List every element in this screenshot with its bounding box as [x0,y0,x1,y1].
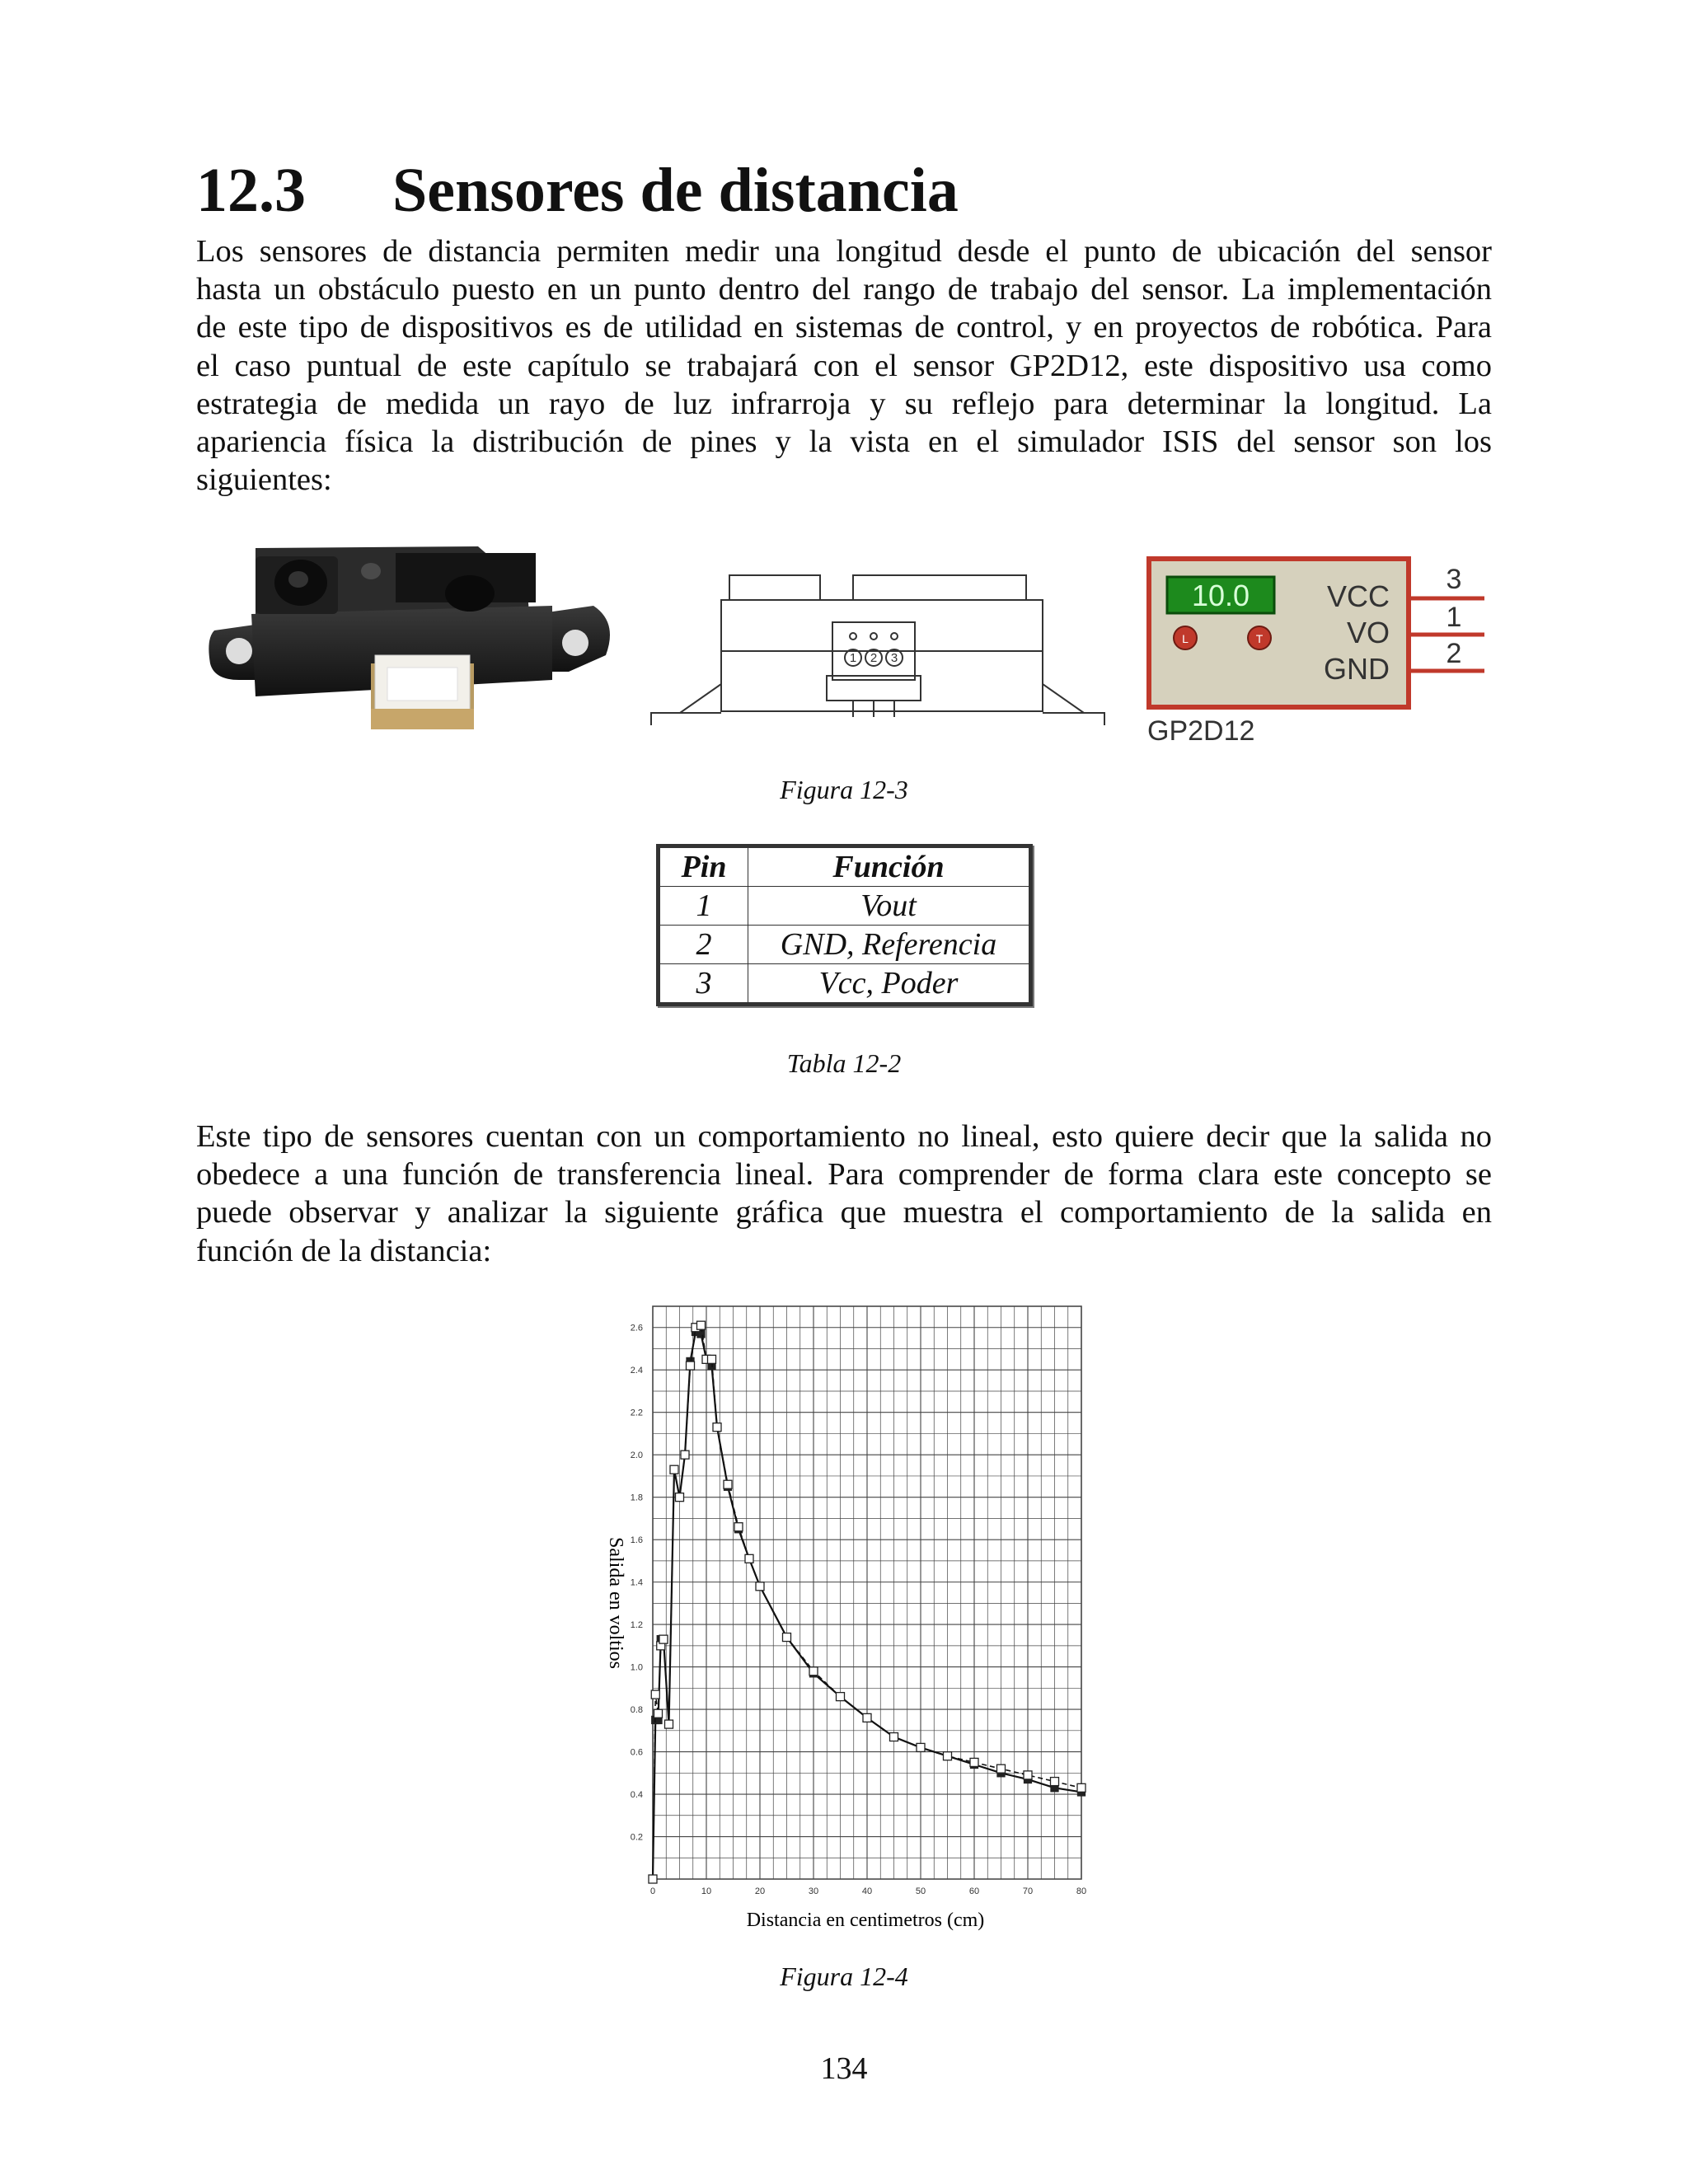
section-title: Sensores de distancia [392,156,959,225]
section-heading [196,153,959,227]
data-point [649,1875,657,1883]
x-tick-label: 70 [1022,1886,1034,1896]
data-point [697,1321,706,1329]
chart-x-axis-label: Distancia en centimetros (cm) [746,1910,985,1931]
data-point [970,1758,978,1766]
data-point [654,1709,663,1718]
pin-function-table [656,844,1033,1006]
isis-pin-number-1: 1 [1446,602,1462,633]
y-tick-label: 1.8 [630,1493,643,1503]
voltage-distance-chart [593,1298,1104,1933]
x-tick-label: 20 [754,1886,766,1896]
y-tick-label: 1.4 [630,1577,643,1588]
table-cell-pin: 3 [660,964,748,1003]
table-row [660,964,1029,1003]
y-tick-label: 0.6 [630,1747,643,1758]
data-point [1051,1778,1059,1786]
table-header-function: Función [748,848,1029,887]
isis-pin-label-vcc: VCC [1326,579,1390,613]
data-point [997,1765,1006,1773]
table-header-row [660,848,1029,887]
paragraph-intro [196,232,1492,499]
text-line: función de la distancia: [196,1233,492,1268]
data-point [713,1423,721,1432]
outline-pin-2: 2 [870,651,878,665]
x-tick-label: 80 [1076,1886,1087,1896]
y-tick-label: 0.8 [630,1705,643,1716]
y-tick-label: 0.2 [630,1832,643,1843]
chart-y-axis-label: Salida en voltios [605,1537,626,1669]
outline-pin-3: 3 [890,651,898,665]
data-point [783,1633,791,1642]
y-tick-label: 1.2 [630,1620,643,1631]
data-point [676,1493,684,1502]
isis-pin-number-3: 3 [1446,564,1462,595]
data-point [665,1720,673,1728]
x-tick-label: 0 [649,1886,656,1896]
isis-pin-label-gnd: GND [1324,652,1390,686]
data-point [1077,1783,1085,1792]
x-tick-label: 10 [701,1886,712,1896]
text-line: puede observar y analizar la siguiente gráfica que muestra el comportamiento de la salida en [196,1195,1492,1230]
data-point [687,1361,695,1370]
text-line: el caso puntual de este capítulo se trabajará con el sensor GP2D12, este dispositivo usa como [196,348,1492,383]
data-point [863,1713,871,1722]
figure-caption: Figura 12-3 [780,775,908,804]
isis-part-name: GP2D12 [1147,715,1255,746]
table-header-pin: Pin [660,848,748,887]
text-line: de este tipo de dispositivos es de utilidad en sistemas de control, y en proyectos de robótica. Para [196,310,1492,345]
x-tick-label: 50 [915,1886,926,1896]
data-point [734,1523,743,1531]
y-tick-label: 0.4 [630,1790,643,1801]
paragraph-nonlinear [196,1118,1492,1270]
table-caption: Tabla 12-2 [786,1048,902,1078]
x-tick-label: 40 [861,1886,873,1896]
table-cell-pin: 2 [660,926,748,964]
data-point [1024,1771,1032,1779]
data-point [681,1451,689,1459]
page-number: 134 [820,2051,868,2086]
text-line: apariencia física la distribución de pines y la vista en el simulador ISIS del sensor son los [196,424,1492,460]
text-line: hasta un obstáculo puesto en un punto dentro del rango de trabajo del sensor. La implementación [196,272,1492,307]
data-point [890,1733,898,1741]
data-point [756,1582,764,1591]
isis-pin-number-2: 2 [1446,638,1462,669]
section-number: 12.3 [196,156,306,225]
text-line: obedece a una función de transferencia lineal. Para comprender de forma clara este concepto se [196,1157,1492,1193]
text-line: Los sensores de distancia permiten medir una longitud desde el punto de ubicación del sensor [196,234,1492,269]
y-tick-label: 2.4 [630,1366,643,1376]
text-line: Este tipo de sensores cuentan con un comportamiento no lineal, esto quiere decir que la salida no [196,1119,1492,1154]
sensor-photo [206,540,668,762]
data-point [837,1693,845,1701]
data-point [724,1480,732,1488]
chart-caption: Figura 12-4 [780,1961,908,1991]
isis-pin-label-vo: VO [1346,616,1390,649]
data-point [917,1743,925,1751]
y-tick-label: 2.6 [630,1323,643,1333]
data-point [809,1667,818,1675]
data-point [745,1554,753,1563]
x-tick-label: 60 [968,1886,980,1896]
x-tick-label: 30 [808,1886,819,1896]
data-point [708,1355,716,1363]
table-cell-function: GND, Referencia [748,926,1029,964]
y-tick-label: 1.6 [630,1535,643,1546]
sensor-outline-drawing [647,569,1109,725]
y-tick-label: 1.0 [630,1662,643,1673]
data-point [659,1635,668,1643]
isis-button-right-label: T [1255,632,1264,645]
table-cell-function: Vout [748,887,1029,926]
text-line: estrategia de medida un rayo de luz infrarroja y su reflejo para determinar la longitud. La [196,386,1492,421]
data-point [670,1465,678,1474]
table-cell-pin: 1 [660,887,748,926]
isis-component [1142,552,1489,746]
isis-display-value: 10.0 [1191,579,1250,612]
outline-pin-1: 1 [849,651,857,665]
table-row [660,887,1029,926]
data-point [944,1752,952,1760]
text-line: siguientes: [196,462,332,498]
chart-grid [653,1306,1081,1879]
table-row [660,926,1029,964]
table-cell-function: Vcc, Poder [748,964,1029,1003]
y-tick-label: 2.0 [630,1451,643,1461]
data-point [651,1690,659,1699]
y-tick-label: 2.2 [630,1408,643,1418]
isis-button-left-label: L [1182,632,1189,645]
